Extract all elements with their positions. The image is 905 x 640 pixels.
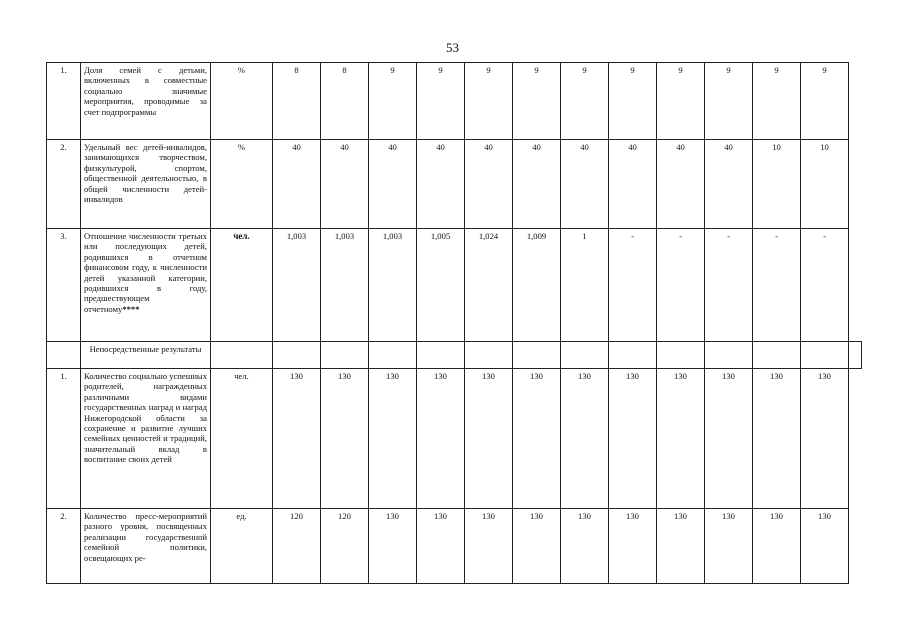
table-row — [47, 369, 862, 509]
value-cell: 130 — [753, 509, 801, 584]
value-cell: 130 — [609, 509, 657, 584]
value-cell: 9 — [705, 63, 753, 140]
section-empty-cell — [465, 342, 513, 369]
value-cell: 1,009 — [513, 229, 561, 342]
section-empty-cell — [609, 342, 657, 369]
table-row — [47, 140, 862, 229]
value-cell: 130 — [465, 369, 513, 509]
row-number-cell: 1. — [47, 369, 81, 509]
value-cell: 130 — [753, 369, 801, 509]
value-cell: 9 — [657, 63, 705, 140]
indicator-name: Удельный вес детей-инвалидов, занимающихся творчеством, физкультурой, спортом, общественной деятельностью, в общей численности детей-инвалидов — [84, 142, 207, 205]
value-cell: 130 — [465, 509, 513, 584]
section-empty-cell — [513, 342, 561, 369]
section-empty-cell — [561, 342, 609, 369]
section-row — [47, 342, 862, 369]
value-cell: 9 — [465, 63, 513, 140]
unit-cell: чел. — [211, 369, 273, 509]
value-cell: 10 — [801, 140, 849, 229]
table-row — [47, 229, 862, 342]
value-cell: 40 — [705, 140, 753, 229]
row-number-cell: 2. — [47, 140, 81, 229]
value-cell: 130 — [321, 369, 369, 509]
section-empty-cell — [273, 342, 321, 369]
value-cell: - — [801, 229, 849, 342]
row-number-cell: 3. — [47, 229, 81, 342]
value-cell: 9 — [561, 63, 609, 140]
value-cell: 1,003 — [369, 229, 417, 342]
unit-cell: % — [211, 63, 273, 140]
section-empty-cell — [849, 342, 862, 369]
unit-cell: % — [211, 140, 273, 229]
value-cell: 40 — [513, 140, 561, 229]
indicator-name-cell — [81, 140, 211, 229]
section-num-cell — [47, 342, 81, 369]
section-empty-cell — [211, 342, 273, 369]
indicator-name: Доля семей с детьми, включенных в совместные социально значимые мероприятия, проводимые за счет подпрограммы — [84, 65, 207, 117]
value-cell: 1,003 — [273, 229, 321, 342]
value-cell: 9 — [753, 63, 801, 140]
value-cell: 1,005 — [417, 229, 465, 342]
table-row — [47, 509, 862, 584]
section-empty-cell — [417, 342, 465, 369]
indicator-name-cell — [81, 509, 211, 584]
value-cell: 130 — [801, 369, 849, 509]
indicator-name-cell — [81, 369, 211, 509]
value-cell: 40 — [561, 140, 609, 229]
value-cell: - — [657, 229, 705, 342]
value-cell: 130 — [705, 509, 753, 584]
value-cell: - — [705, 229, 753, 342]
indicator-name: Количество пресс-мероприятий разного уровня, посвященных реализации государственной семейной политики, освещающих ре- — [84, 511, 207, 563]
row-number-cell: 1. — [47, 63, 81, 140]
value-cell: 1,024 — [465, 229, 513, 342]
value-cell: 130 — [417, 509, 465, 584]
value-cell: 1,003 — [321, 229, 369, 342]
value-cell: 40 — [369, 140, 417, 229]
value-cell: 9 — [417, 63, 465, 140]
value-cell: 120 — [273, 509, 321, 584]
section-empty-cell — [369, 342, 417, 369]
section-empty-cell — [657, 342, 705, 369]
value-cell: 40 — [273, 140, 321, 229]
indicator-name-cell — [81, 229, 211, 342]
value-cell: 40 — [417, 140, 465, 229]
row-number-cell: 2. — [47, 509, 81, 584]
value-cell: 120 — [321, 509, 369, 584]
value-cell: 40 — [609, 140, 657, 229]
value-cell: 9 — [801, 63, 849, 140]
value-cell: 130 — [273, 369, 321, 509]
value-cell: - — [609, 229, 657, 342]
section-empty-cell — [753, 342, 801, 369]
value-cell: 8 — [321, 63, 369, 140]
indicator-name: Количество социально успешных родителей, награжденных различными видами государственных наград и наград Нижегородской области за сохранение и развитие лучших семейных ценностей и традиций, значительный вклад в воспитание своих детей — [84, 371, 208, 465]
section-title: Непосредственные результаты — [81, 342, 211, 369]
value-cell: 130 — [369, 509, 417, 584]
indicator-name-cell — [81, 63, 211, 140]
value-cell: 130 — [705, 369, 753, 509]
page-number: 53 — [446, 40, 459, 55]
value-cell: - — [753, 229, 801, 342]
value-cell: 8 — [273, 63, 321, 140]
value-cell: 10 — [753, 140, 801, 229]
value-cell: 130 — [801, 509, 849, 584]
value-cell: 1 — [561, 229, 609, 342]
value-cell: 40 — [465, 140, 513, 229]
unit-cell: чел. — [211, 229, 273, 342]
value-cell: 130 — [561, 369, 609, 509]
value-cell: 9 — [369, 63, 417, 140]
value-cell: 130 — [657, 509, 705, 584]
value-cell: 130 — [369, 369, 417, 509]
indicators-table — [46, 62, 862, 584]
unit-cell: ед. — [211, 509, 273, 584]
value-cell: 40 — [657, 140, 705, 229]
section-empty-cell — [801, 342, 849, 369]
value-cell: 9 — [609, 63, 657, 140]
value-cell: 130 — [609, 369, 657, 509]
value-cell: 130 — [417, 369, 465, 509]
value-cell: 130 — [513, 509, 561, 584]
value-cell: 40 — [321, 140, 369, 229]
value-cell: 130 — [561, 509, 609, 584]
section-empty-cell — [321, 342, 369, 369]
value-cell: 130 — [513, 369, 561, 509]
indicator-name: Отношение численности третьих или последующих детей, родившихся в отчетном финансовом году, к численности детей указанной категории, родившихся в году, предшествующем отчетному — [84, 231, 207, 314]
footnote-marker: **** — [122, 303, 140, 314]
section-empty-cell — [705, 342, 753, 369]
table-row — [47, 63, 862, 140]
value-cell: 9 — [513, 63, 561, 140]
value-cell: 130 — [657, 369, 705, 509]
